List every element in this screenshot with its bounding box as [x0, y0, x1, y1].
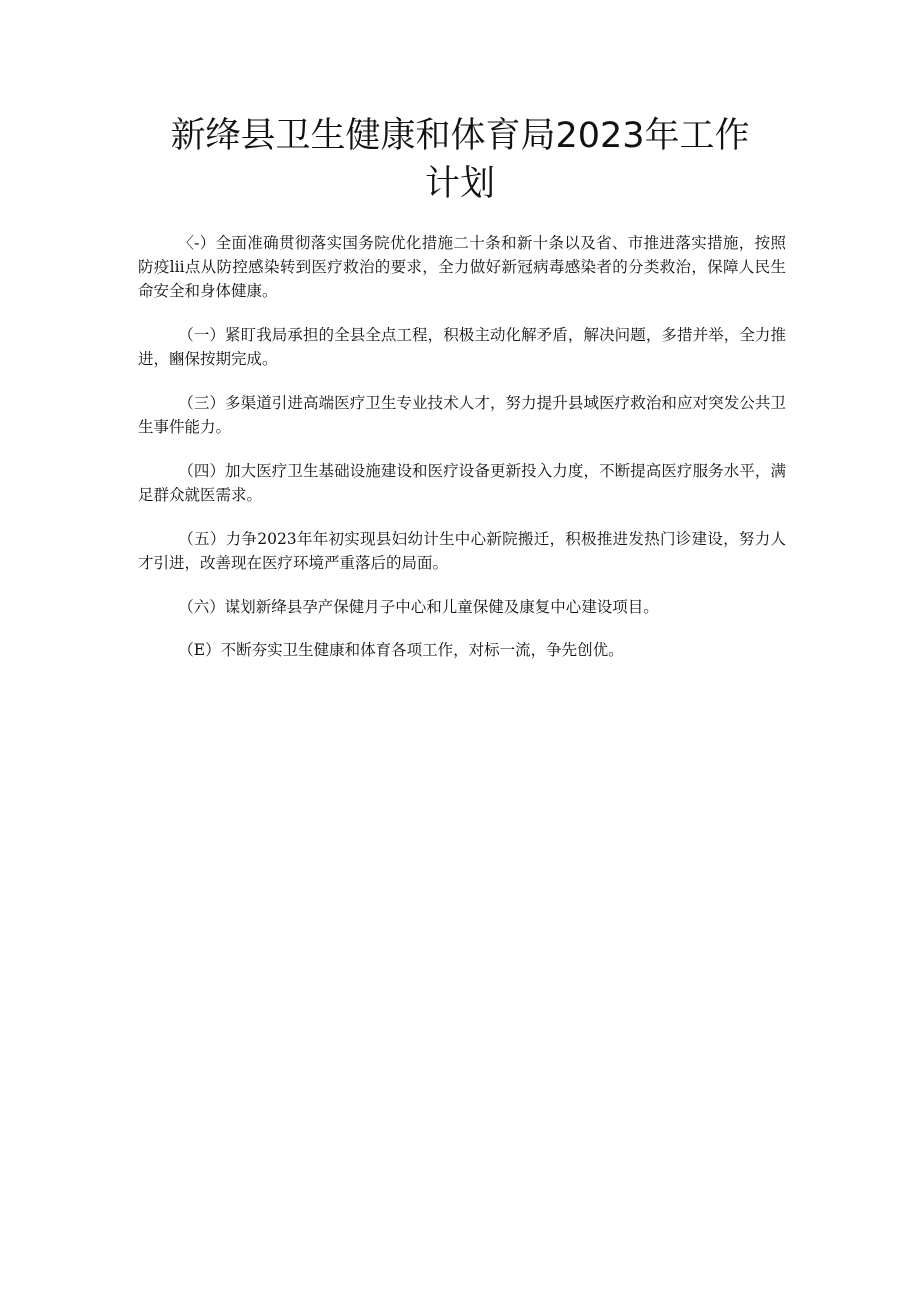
- document-title: [140, 112, 780, 208]
- paragraph-5: （五）力争2023年年初实现县妇幼计生中心新院搬迁，积极推进发热门诊建设，努力人才引进，改善现在医疗环境严重落后的局面。: [138, 530, 786, 572]
- paragraph-6: （六）谋划新绛县孕产保健月子中心和儿童保健及康复中心建设项目。: [178, 598, 659, 616]
- paragraph-2: （一）紧盯我局承担的全县全点工程，积极主动化解矛盾，解决问题，多措并举，全力推进，豳保按期完成。: [138, 326, 786, 368]
- paragraph-7: （E）不断夯实卫生健康和体育各项工作，对标一流，争先创优。: [178, 641, 624, 659]
- title-line-1: 新绛县卫生健康和体育局2023年工作: [170, 116, 750, 156]
- document-body: [138, 231, 786, 682]
- title-line-2: 计划: [424, 164, 495, 204]
- paragraph-1: 〈-）全面准确贯彻落实国务院优化措施二十条和新十条以及省、市推进落实措施，按照防疫lii点从防控感染转到医疗救治的要求，全力做好新冠病毒感染者的分类救治，保障人民生命安全和身体健康。: [138, 234, 786, 300]
- paragraph-4: （四）加大医疗卫生基础设施建设和医疗设备更新投入力度，不断提高医疗服务水平，满足群众就医需求。: [138, 462, 786, 504]
- paragraph-3: （三）多渠道引进高端医疗卫生专业技术人才，努力提升县域医疗救治和应对突发公共卫生事件能力。: [138, 394, 786, 436]
